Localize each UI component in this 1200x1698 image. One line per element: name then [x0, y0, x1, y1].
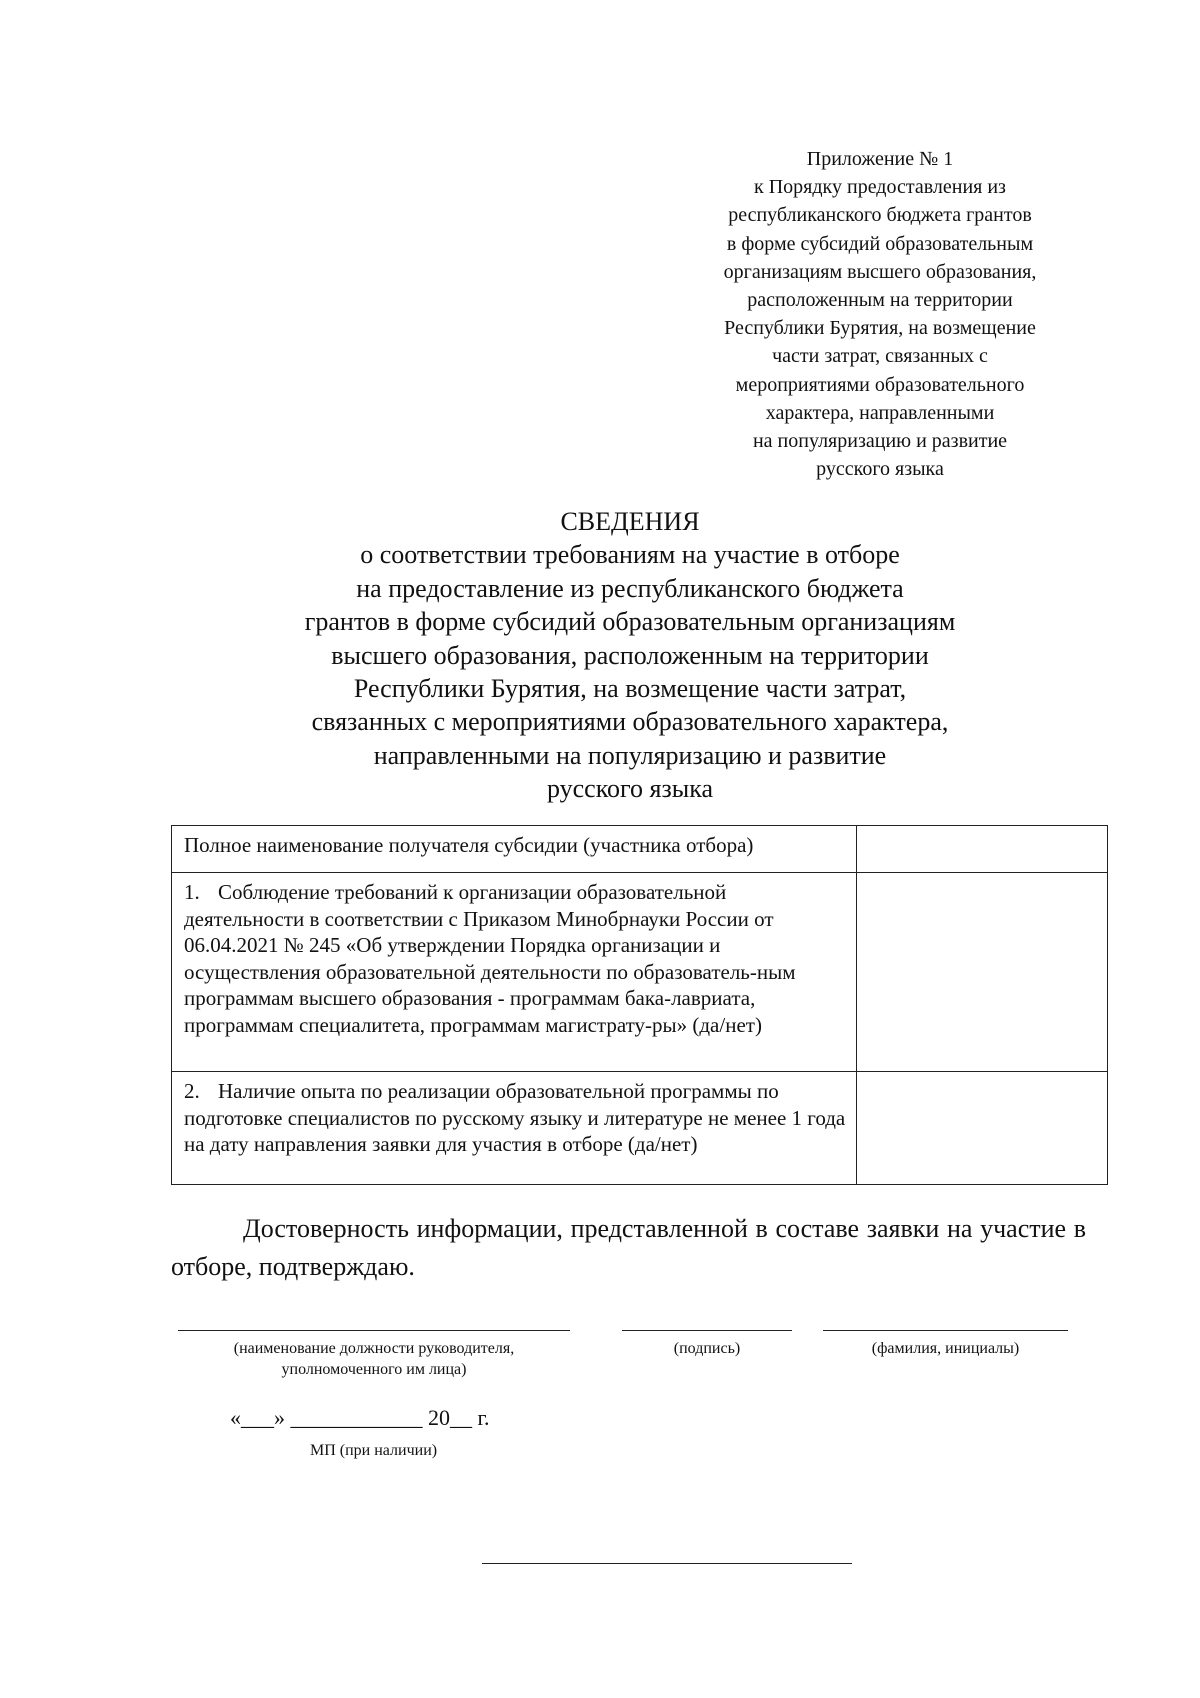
appendix-line: организациям высшего образования, [723, 260, 1037, 283]
position-caption-line: (наименование должности руководителя, [233, 1340, 515, 1357]
title-line: о соответствии требованиям на участие в отборе [360, 540, 900, 570]
appendix-line: Республики Бурятия, на возмещение [724, 317, 1036, 340]
requirement-text: Наличие опыта по реализации образовательной программы по подготовке специалистов по русскому языку и литературе не менее 1 года на дату направления заявки для участия в отборе (да/нет) [184, 1079, 846, 1157]
appendix-line: республиканского бюджета грантов [728, 204, 1032, 227]
requirement-1-answer[interactable] [857, 873, 1108, 1072]
requirements-table [171, 825, 1108, 1185]
confirmation-paragraph: Достоверность информации, представленной в составе заявки на участие в отборе, подтверждаю. [171, 1214, 1086, 1281]
document-title [240, 505, 1020, 806]
title-line: связанных с мероприятиями образовательного характера, [311, 707, 949, 737]
table-row [172, 873, 1108, 1072]
title-line: грантов в форме субсидий образовательным организациям [304, 607, 956, 637]
appendix-line: части затрат, связанных с [772, 345, 988, 368]
date-field[interactable]: «___» ____________ 20__ г. [230, 1405, 490, 1430]
title-line: высшего образования, расположенным на территории [331, 640, 929, 670]
signature-caption: (подпись) [673, 1340, 741, 1357]
title-line: направленными на популяризацию и развитие [373, 740, 887, 770]
requirement-1-cell [172, 873, 857, 1072]
recipient-name-value[interactable] [857, 826, 1108, 873]
requirement-text: Соблюдение требований к организации образовательной деятельности в соответствии с Приказом Минобрнауки России от 06.04.2021 № 245 «Об утверждении Порядка организации и осуществления образовательной деятельности по образователь-ным программам высшего образования - программам бака-лавриата, программам специалитета, программам магистрату-ры» (да/нет) [184, 880, 796, 1037]
appendix-reference [680, 145, 1080, 483]
title-line: на предоставление из республиканского бюджета [356, 573, 904, 603]
name-caption: (фамилия, инициалы) [871, 1340, 1020, 1357]
title-heading: СВЕДЕНИЯ [560, 507, 700, 536]
table-row [172, 1072, 1108, 1185]
name-signature-line[interactable] [823, 1330, 1068, 1331]
signature-line[interactable] [622, 1330, 792, 1331]
bottom-separator-line [482, 1563, 852, 1564]
position-caption-line: уполномоченного им лица) [281, 1361, 467, 1378]
requirement-number: 2. [184, 1079, 200, 1103]
title-line: Республики Бурятия, на возмещение части затрат, [353, 674, 907, 704]
stamp-caption: МП (при наличии) [310, 1442, 438, 1459]
requirement-number: 1. [184, 880, 200, 904]
appendix-line: характера, направленными [765, 401, 995, 424]
appendix-line: Приложение № 1 [806, 148, 954, 170]
appendix-line: мероприятиями образовательного [735, 373, 1025, 396]
requirement-2-cell [172, 1072, 857, 1185]
requirement-2-answer[interactable] [857, 1072, 1108, 1185]
appendix-line: на популяризацию и развитие [752, 430, 1008, 453]
position-signature-line[interactable] [178, 1330, 570, 1331]
position-caption [178, 1338, 570, 1380]
appendix-line: к Порядку предоставления из [754, 176, 1006, 199]
recipient-name-label: Полное наименование получателя субсидии (участника отбора) [172, 826, 857, 873]
table-row [172, 826, 1108, 873]
appendix-line: в форме субсидий образовательным [726, 232, 1034, 255]
appendix-line: расположенным на территории [747, 289, 1013, 312]
appendix-line: русского языка [816, 458, 944, 481]
title-line: русского языка [546, 774, 714, 804]
